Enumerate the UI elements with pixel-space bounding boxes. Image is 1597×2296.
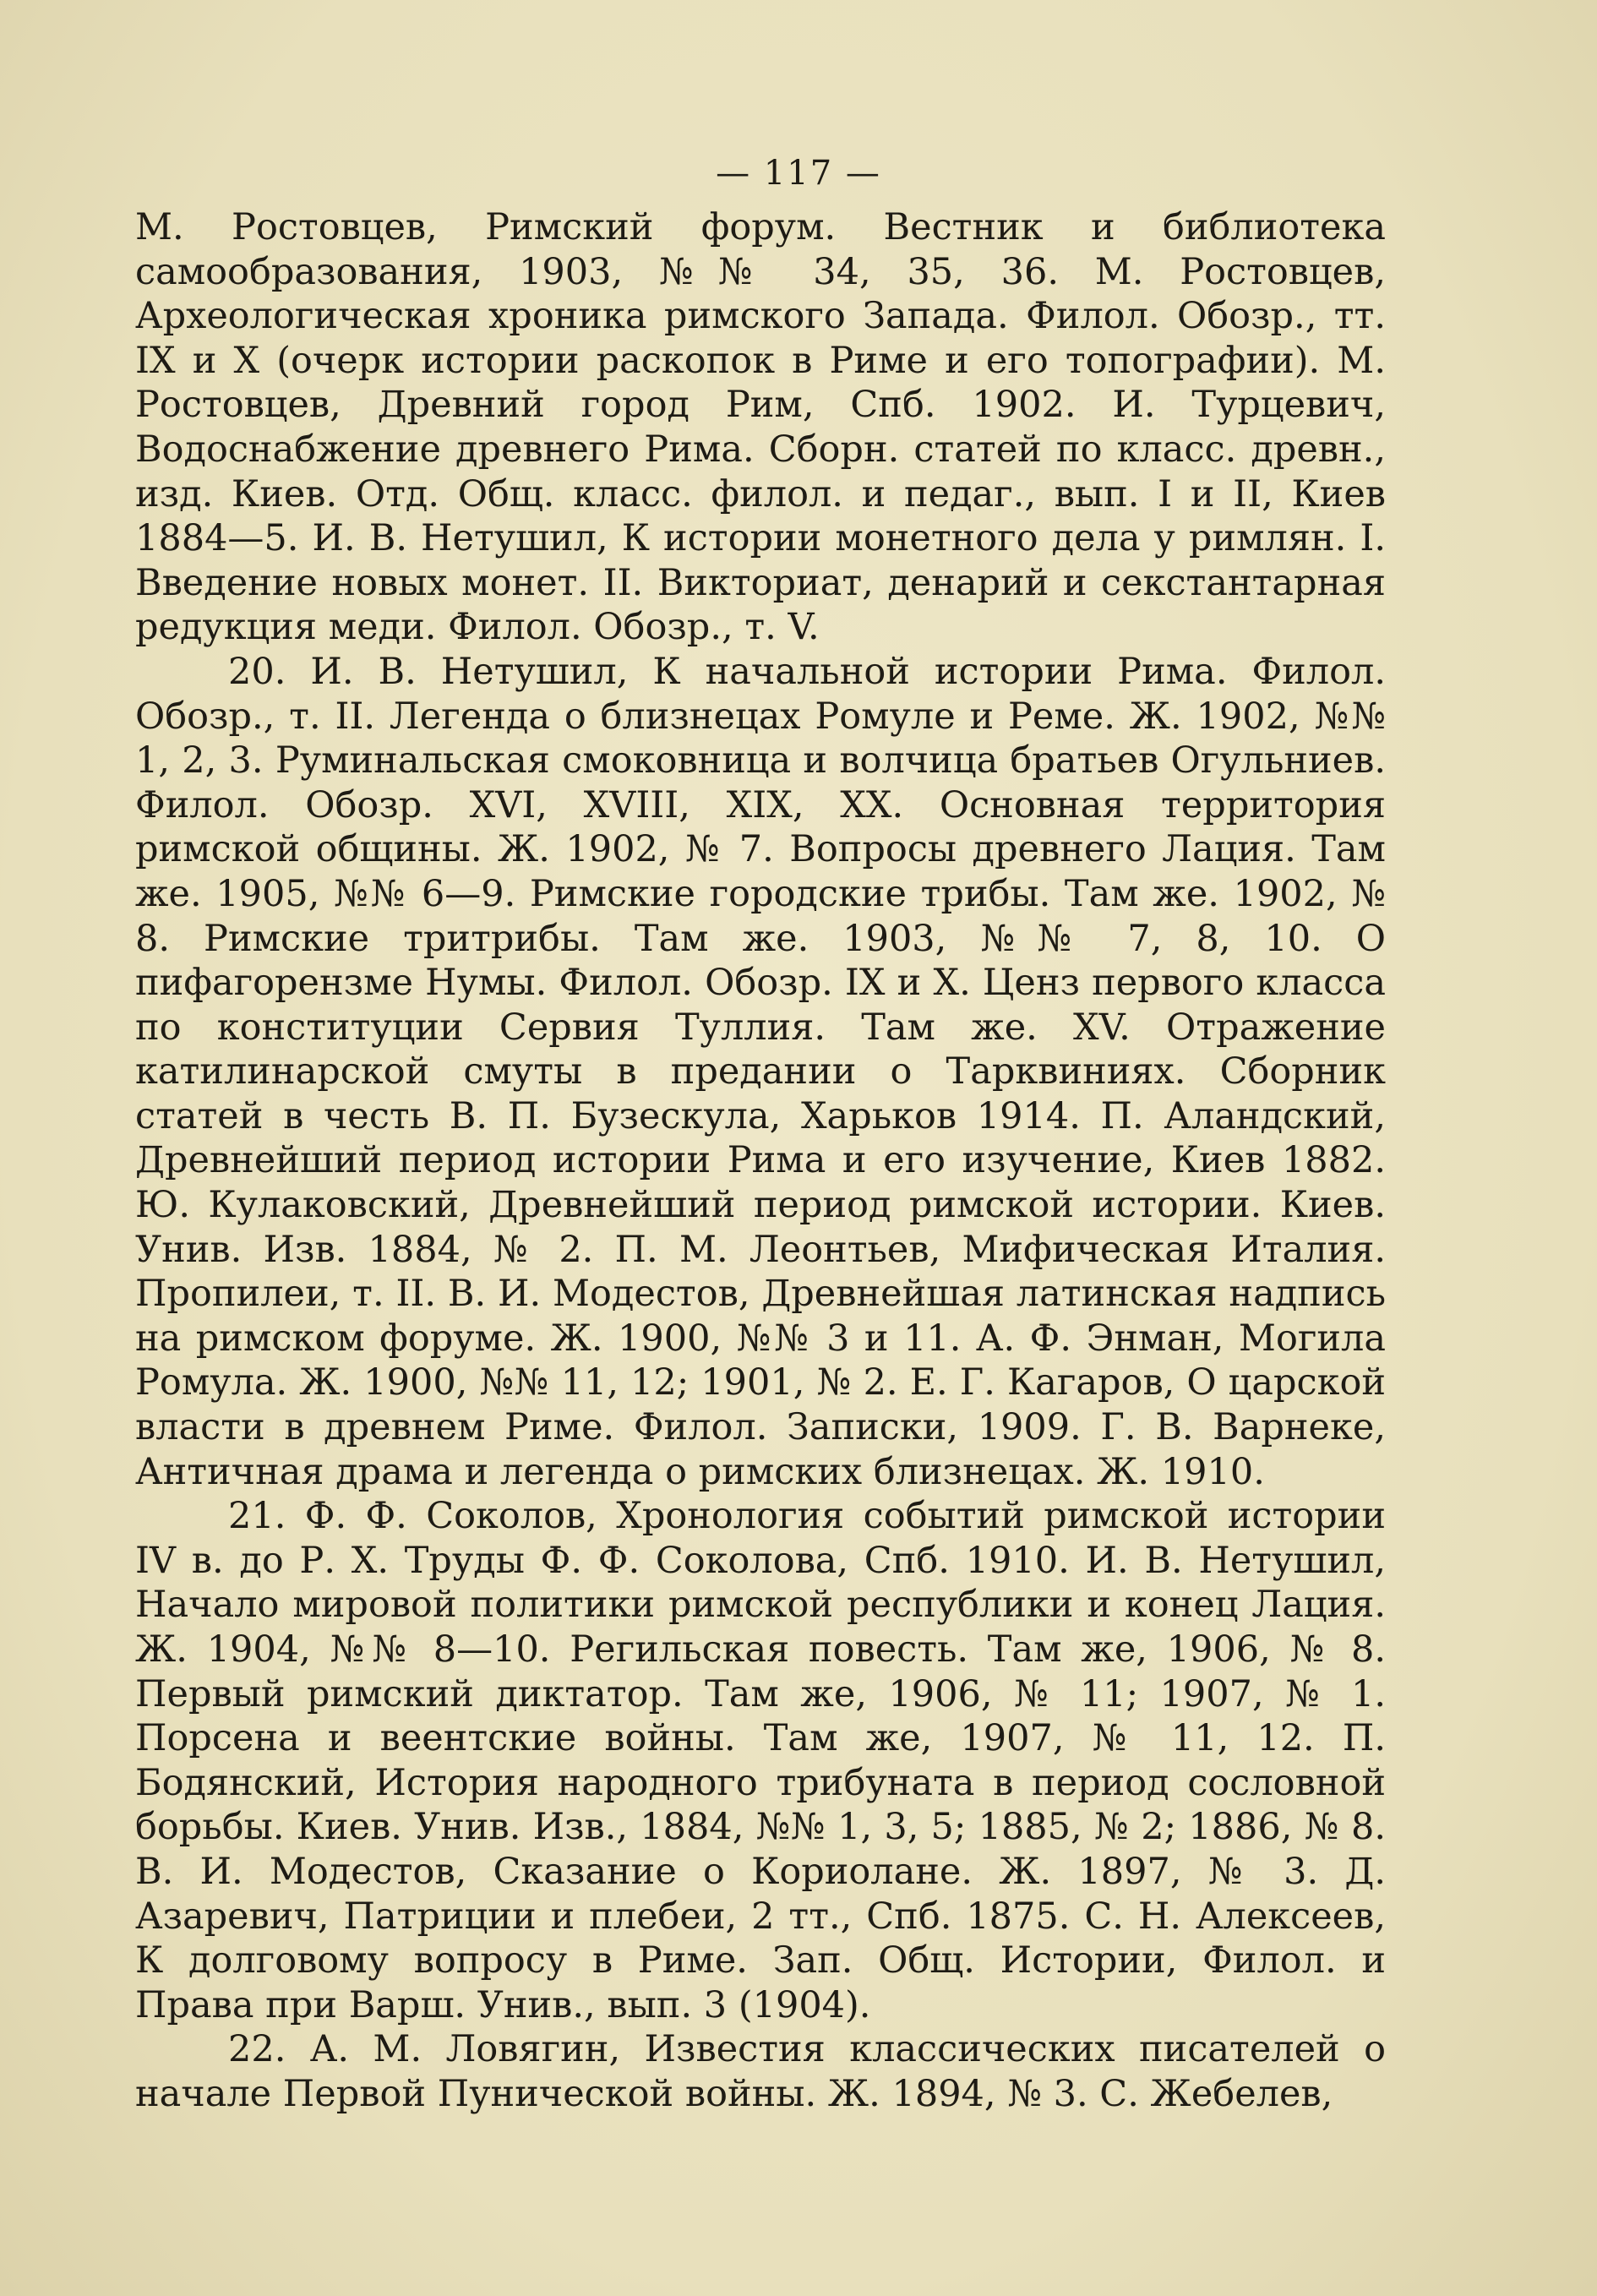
paragraph-22: 22. А. М. Ловягин, Известия классических писателей о начале Первой Пунической войны. Ж. 1894, № 3. С. Жебелев, — [135, 2028, 1386, 2115]
body-text — [135, 205, 1386, 2117]
paragraph-21: 21. Ф. Ф. Соколов, Хронология событий римской истории IV в. до Р. Х. Труды Ф. Ф. Соколова, Спб. 1910. И. В. Нетушил, Начало мировой политики римской республики и конец Лация. Ж. 1904, №№ 8—10. Регильская повесть. Там же, 1906, № 8. Первый римский диктатор. Там же, 1906, № 11; 1907, № 1. Порсена и веентские войны. Там же, 1907, № 11, 12. П. Бодянский, История народного трибуната в период сословной борьбы. Киев. Унив. Изв., 1884, №№ 1, 3, 5; 1885, № 2; 1886, № 8. В. И. Модестов, Сказание о Кориолане. Ж. 1897, № 3. Д. Азаревич, Патриции и плебеи, 2 тт., Спб. 1875. С. Н. Алексеев, К долговому вопросу в Риме. Зап. Общ. Истории, Филол. и Права при Варш. Унив., вып. 3 (1904). — [135, 1495, 1386, 2026]
paragraph-continuation: М. Ростовцев, Римский форум. Вестник и библиотека самообразования, 1903, №№ 34, 35, 36. М. Ростовцев, Археологическая хроника римского Запада. Филол. Обозр., тт. IX и X (очерк истории раскопок в Риме и его топографии). М. Ростовцев, Древний город Рим, Спб. 1902. И. Турцевич, Водоснабжение древнего Рима. Сборн. статей по класс. древн., изд. Киев. Отд. Общ. класс. филол. и педаг., вып. I и II, Киев 1884—5. И. В. Нетушил, К истории монетного дела у римлян. I. Введение новых монет. II. Викториат, денарий и секстантарная редукция меди. Филол. Обозр., т. V. — [135, 206, 1386, 649]
paragraph-20: 20. И. В. Нетушил, К начальной истории Рима. Филол. Обозр., т. II. Легенда о близнецах Ромуле и Реме. Ж. 1902, №№ 1, 2, 3. Руминальская смоковница и волчица братьев Огульниев. Филол. Обозр. XVI, XVIII, XIX, XX. Основная территория римской общины. Ж. 1902, № 7. Вопросы древнего Лация. Там же. 1905, №№ 6—9. Римские городские трибы. Там же. 1902, № 8. Римские тритрибы. Там же. 1903, №№ 7, 8, 10. О пифагорензме Нумы. Филол. Обозр. IX и X. Ценз первого класса по конституции Сервия Туллия. Там же. XV. Отражение катилинарской смуты в предании о Тарквиниях. Сборник статей в честь В. П. Бузескула, Харьков 1914. П. Аландский, Древнейший период истории Рима и его изучение, Киев 1882. Ю. Кулаковский, Древнейший период римской истории. Киев. Унив. Изв. 1884, № 2. П. М. Леонтьев, Мифическая Италия. Пропилеи, т. II. В. И. Модестов, Древнейшая латинская надпись на римском форуме. Ж. 1900, №№ 3 и 11. А. Ф. Энман, Могила Ромула. Ж. 1900, №№ 11, 12; 1901, № 2. Е. Г. Кагаров, О царской власти в древнем Риме. Филол. Записки, 1909. Г. В. Варнеке, Античная драма и легенда о римских близнецах. Ж. 1910. — [135, 650, 1386, 1493]
page-number: — 117 — — [716, 154, 881, 193]
